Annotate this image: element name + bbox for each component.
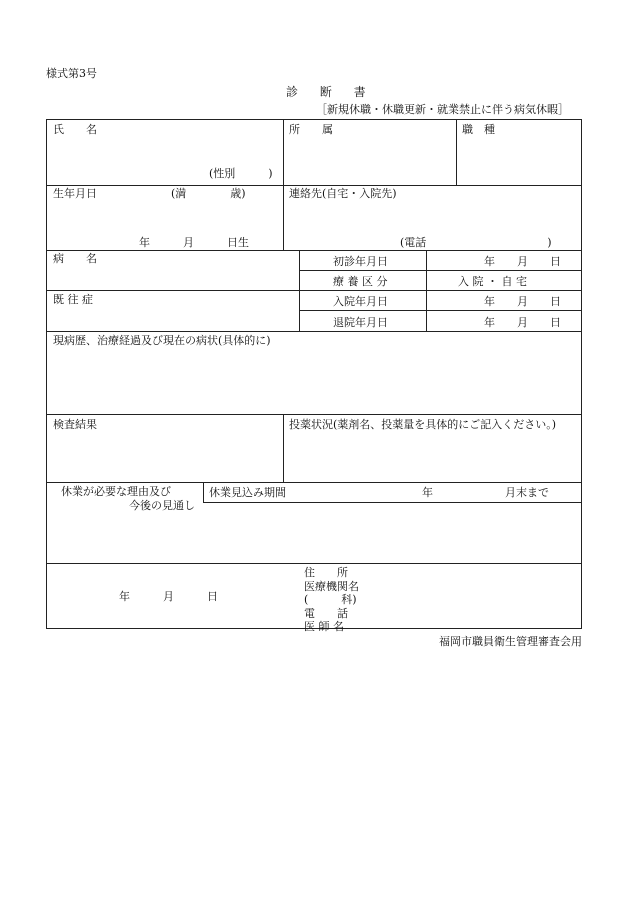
column-divider: [456, 119, 457, 185]
history-label: 現病歴、治療経過及び現在の病状(具体的に): [53, 334, 271, 347]
document-title: 診 断 書: [286, 85, 375, 99]
column-divider: [299, 250, 300, 331]
column-divider: [283, 119, 284, 250]
admission-date: 年 月 日: [484, 295, 561, 308]
form-code: 様式第3号: [46, 67, 97, 80]
first-visit-label: 初診年月日: [333, 255, 388, 268]
disease-name-label: 病 名: [53, 252, 97, 265]
name-label: 氏 名: [53, 123, 97, 136]
column-divider: [203, 482, 204, 502]
affiliation-label: 所 属: [289, 123, 333, 136]
institution-label: 医療機関名: [304, 579, 359, 593]
first-visit-date: 年 月 日: [484, 255, 561, 268]
row-divider: [46, 563, 582, 564]
admission-label: 入院年月日: [333, 295, 388, 308]
job-type-label: 職 種: [462, 123, 495, 136]
birth-date-units: 年 月 日生: [139, 236, 249, 249]
row-divider: [46, 414, 582, 415]
age-label: (満 歳): [171, 187, 246, 200]
leave-outlook-label: 今後の見通し: [129, 499, 195, 512]
issuer-footer: 福岡市職員衛生管理審査会用: [439, 635, 582, 648]
row-divider: [46, 482, 582, 483]
document-subtitle: ［新規休職・休職更新・就業禁止に伴う病気休暇］: [316, 103, 569, 116]
row-divider: [203, 502, 582, 503]
address-label: 住 所: [304, 566, 348, 579]
row-divider: [299, 310, 582, 311]
telephone-label: 電 話: [304, 606, 348, 620]
column-divider: [426, 250, 427, 331]
row-divider: [46, 185, 582, 186]
row-divider: [299, 270, 582, 271]
doctor-info-labels: [304, 566, 359, 634]
discharge-label: 退院年月日: [333, 316, 388, 329]
leave-reason-label: 休業が必要な理由及び: [61, 485, 171, 498]
birthdate-label: 生年月日: [53, 187, 97, 200]
leave-year-label: 年: [422, 486, 433, 499]
leave-month-end-label: 月末まで: [505, 486, 549, 499]
treatment-options: 入 院 ・ 自 宅: [458, 275, 527, 288]
discharge-date: 年 月 日: [484, 316, 561, 329]
doctor-name-label: 医 師 名: [304, 620, 344, 633]
department-label: ( 科): [304, 593, 357, 606]
leave-period-label: 休業見込み期間: [209, 486, 286, 499]
phone-label: (電話 ): [400, 236, 552, 249]
row-divider: [46, 290, 582, 291]
row-divider: [46, 250, 582, 251]
past-illness-label: 既 往 症: [53, 293, 93, 306]
sign-date-label: 年 月 日: [119, 590, 218, 603]
exam-results-label: 検査結果: [53, 418, 97, 431]
contact-label: 連絡先(自宅・入院先): [289, 187, 397, 200]
treatment-type-label: 療 養 区 分: [333, 275, 388, 288]
gender-label: (性別 ): [209, 167, 273, 180]
row-divider: [46, 331, 582, 332]
column-divider: [283, 414, 284, 482]
medication-label: 投薬状況(薬剤名、投薬量を具体的にご記入ください。): [289, 418, 557, 431]
